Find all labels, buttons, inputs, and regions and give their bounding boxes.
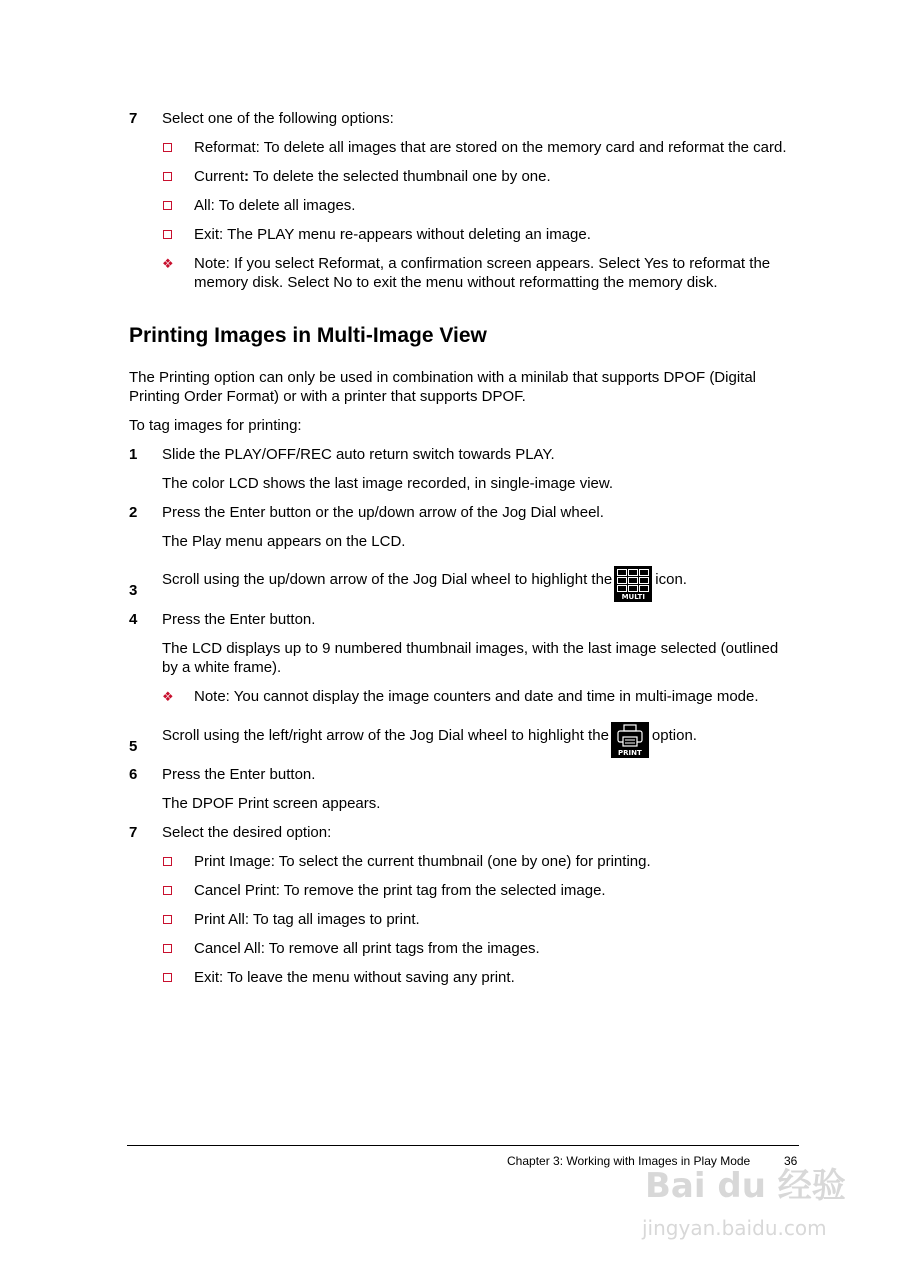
option-colon: :: [244, 168, 250, 185]
step-text: [162, 559, 687, 600]
square-bullet-icon: [163, 915, 172, 924]
note-text: memory disk. Select No to exit the menu without reformatting the memory disk.: [194, 274, 718, 291]
step-text: Press the Enter button or the up/down arrow of the Jog Dial wheel.: [162, 504, 604, 521]
square-bullet-icon: [163, 230, 172, 239]
step-number: 5: [129, 738, 138, 755]
step-result: The color LCD shows the last image recorded, in single-image view.: [162, 475, 614, 492]
intro-text: The Printing option can only be used in combination with a minilab that supports DPOF (Digital: [129, 369, 756, 386]
step-text: [162, 715, 697, 756]
note-diamond-icon: ❖: [162, 256, 174, 271]
section-heading: Printing Images in Multi-Image View: [129, 324, 487, 347]
step-text-before: Scroll using the left/right arrow of the Jog Dial wheel to highlight the: [162, 727, 609, 744]
step-number: 2: [129, 504, 138, 521]
watermark-url: jingyan.baidu.com: [642, 1216, 827, 1240]
step-text-after: option.: [651, 727, 697, 744]
square-bullet-icon: [163, 857, 172, 866]
step-result: by a white frame).: [162, 659, 282, 676]
tag-intro: To tag images for printing:: [129, 417, 302, 434]
option-item: Reformat: To delete all images that are stored on the memory card and reformat the card.: [194, 139, 787, 156]
step-result: The LCD displays up to 9 numbered thumbnail images, with the last image selected (outlined: [162, 640, 779, 657]
note-text: Note: You cannot display the image counters and date and time in multi-image mode.: [194, 688, 759, 705]
step-result: The Play menu appears on the LCD.: [162, 533, 406, 550]
step-text-after: icon.: [655, 571, 687, 588]
step-text: Select one of the following options:: [162, 110, 394, 127]
square-bullet-icon: [163, 143, 172, 152]
step-number: 1: [129, 446, 138, 463]
step-text: Press the Enter button.: [162, 766, 316, 783]
print-option-item: Print All: To tag all images to print.: [194, 911, 420, 928]
step-text-before: Scroll using the up/down arrow of the Jog Dial wheel to highlight the: [162, 571, 613, 588]
step-number: 6: [129, 766, 138, 783]
option-item: [194, 167, 551, 186]
print-icon: [611, 722, 649, 758]
option-item: All: To delete all images.: [194, 197, 356, 214]
step-result: The DPOF Print screen appears.: [162, 795, 381, 812]
print-option-item: Exit: To leave the menu without saving any print.: [194, 969, 515, 986]
step-text: Select the desired option:: [162, 824, 332, 841]
square-bullet-icon: [163, 973, 172, 982]
watermark-logo: Bai du 经验: [645, 1166, 846, 1206]
option-item: Exit: The PLAY menu re-appears without deleting an image.: [194, 226, 591, 243]
square-bullet-icon: [163, 201, 172, 210]
footer-page-number: 36: [784, 1154, 798, 1168]
intro-text: Printing Order Format) or with a printer that supports DPOF.: [129, 388, 526, 405]
square-bullet-icon: [163, 944, 172, 953]
step-number: 3: [129, 582, 138, 599]
footer-rule: [127, 1145, 799, 1146]
multi-icon: [614, 566, 652, 602]
square-bullet-icon: [163, 886, 172, 895]
step-text: Slide the PLAY/OFF/REC auto return switch towards PLAY.: [162, 446, 555, 463]
grid-icon: [617, 569, 649, 591]
print-option-item: Cancel All: To remove all print tags from the images.: [194, 940, 540, 957]
option-label: Current: [194, 168, 245, 185]
square-bullet-icon: [163, 172, 172, 181]
step-number: 4: [129, 611, 138, 628]
step-number: 7: [129, 824, 138, 841]
printer-icon: [611, 722, 649, 749]
step-text: Press the Enter button.: [162, 611, 316, 628]
option-desc: To delete the selected thumbnail one by one.: [249, 168, 551, 185]
multi-icon-label: MULTI: [621, 593, 645, 601]
print-option-item: Cancel Print: To remove the print tag from the selected image.: [194, 882, 606, 899]
note-text: Note: If you select Reformat, a confirmation screen appears. Select Yes to reformat the: [194, 255, 771, 272]
note-diamond-icon: ❖: [162, 689, 174, 704]
print-option-item: Print Image: To select the current thumbnail (one by one) for printing.: [194, 853, 651, 870]
step-number: 7: [129, 110, 138, 127]
print-icon-label: PRINT: [618, 749, 642, 757]
footer-chapter: Chapter 3: Working with Images in Play Mode: [507, 1154, 751, 1168]
